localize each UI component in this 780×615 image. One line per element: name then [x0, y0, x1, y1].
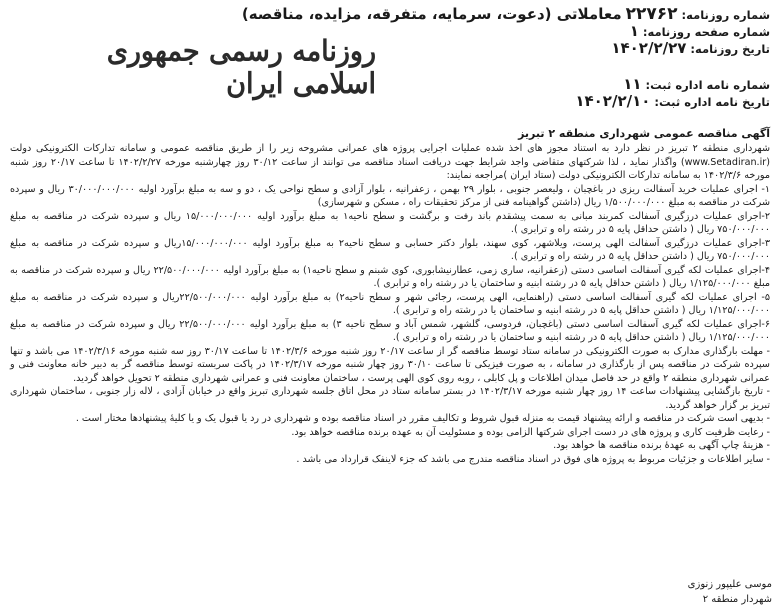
daily-number-label: شماره روزنامه: — [681, 8, 770, 22]
tender-notice — [10, 126, 770, 466]
page-number-value: ۱ — [629, 22, 639, 40]
notice-condition: - بدیهی است شرکت در مناقصه و ارائه پیشنهاد قیمت به منزله قبول شروط و تکالیف مقرر در اسناد مناقصه بوده و شهرداری در رد یا قبول یک و یا کلیهٔ پیشنهادها مختار است . — [75, 413, 770, 424]
daily-number-line — [241, 4, 770, 24]
notice-condition: - تاریخ بازگشایی پیشنهادات ساعت ۱۴ روز چهار شنبه مورخه ۱۴۰۲/۳/۱۷ در بستر سامانه ستاد در محل اتاق جلسه شهرداری تبریز واقع در خیابان آزادی ، لاله زار جنوبی ، ساختمان شهرداری تبریز بر گزار خواهد گردید. — [10, 386, 770, 411]
notice-condition: - رعایت ظرفیت کاری و پروژه های در دست اجرای شرکتها الزامی بوده و مسئولیت آن به عهده برنده مناقصه خواهد بود. — [291, 426, 770, 438]
notice-item: ۴-اجرای عملیات لکه گیری آسفالت اساسی دستی (زعفرانیه، ساری زمی، عطارنیشابوری، کوی شبنم و سطح ناحیه۱) به مبلغ برآورد اولیه ۲۲/۵۰۰/۰۰۰/۰۰۰ ریال و سپرده شرکت در مناقصه به مبلغ ۱/۱۲۵/۰۰۰/۰۰۰ ریال ( داشتن حداقل پایه ۵ در رشته ابنیه و ساختمان یا در رشته راه و ترابری ). — [10, 264, 770, 289]
notice-item: ۵- اجرای عملیات لکه گیری آسفالت اساسی دستی (راهنمایی، الهی پرست، رجائی شهر و سطح ناحیه۲) به مبلغ برآورد اولیه ۲۲/۵۰۰/۰۰۰/۰۰۰ریال و سپرده شرکت در مناقصه به مبلغ ۱/۱۲۵/۰۰۰/۰۰۰ ریال ( داشتن حداقل پایه ۵ در رشته ابنیه و ساختمان یا در رشته راه و ترابری ). — [10, 291, 770, 316]
notice-condition: - مهلت بارگذاری مدارک به صورت الکترونیکی در سامانه ستاد توسط مناقصه گر از ساعت ۲۰/۱۷ روز شنبه مورخه ۱۴۰۲/۳/۶ تا ساعت ۳۰/۱۷ روز سه شنبه مورخه ۱۴۰۲/۳/۱۶ می باشد و تنها سپرده شرکت در مناقصه پس از بارگذاری در سامانه ، به صورت فیزیکی تا ساعت ۳۰/۱۰ روز چهار شنبه مورخه ۱۴۰۲/۳/۱۷ در پاکت سربسته توسط مناقصه گر به دبیر خانه معاونت فنی و عمرانی شهرداری منطقه ۲ واقع در حد فاصل میدان اطلاعات و پل کابلی ، روبه روی کوی الهی پرست ، ساختمان معاونت فنی و عمرانی شهرداری منطقه ۲ تحویل خواهد گردید. — [10, 345, 771, 384]
notice-item: ۶-اجرای عملیات لکه گیری آسفالت اساسی دستی (باغچبان، فردوسی، گلشهر، شمس آباد و سطح ناحیه ۳) به مبلغ برآورد اولیه ۲۲/۵۰۰/۰۰۰/۰۰۰ ریال و سپرده شرکت در مناقصه به مبلغ ۱/۱۲۵/۰۰۰/۰۰۰ ریال ( داشتن حداقل پایه ۵ در رشته ابنیه و ساختمان یا در رشته راه و ترابری ). — [10, 318, 770, 343]
notice-condition: - سایر اطلاعات و جزئیات مربوط به پروژه های فوق در اسناد مناقصه مندرج می باشد که جزء لاینفک قرارداد می باشد . — [296, 453, 770, 465]
office-letter-date-line — [575, 93, 770, 110]
notice-paragraph: شهرداری منطقه ۲ تبریز در نظر دارد به استناد مجوز های اخذ شده عملیات اجرایی پروژه های عمرانی مشروحه زیر را از طریق مناقصه عمومی و سامانه تدارکات الکترونیکی دولت (www.Setadiran.ir) واگذار نماید ، لذا شرکتهای متقاضی واجد شرایط جهت دریافت اسناد مناقصه می توانند از ساعت ۳۰/۱۲ روز چهارشنبه مورخه ۱۴۰۲/۲/۲۷ تا ساعت ۲۰/۱۷ روز شنبه مورخه ۱۴۰۲/۳/۶ به سامانه تدارکات الکترونیکی دولت (ستاد ایران )مراجعه نمایند: — [10, 143, 770, 181]
notice-condition: - هزینهٔ چاپ آگهی به عهدهٔ برنده مناقصه ها خواهد بود. — [553, 440, 770, 451]
logo-text: روزنامه رسمی جمهوری اسلامی ایران — [106, 35, 376, 101]
newspaper-header — [10, 6, 770, 114]
notice-title: آگهی مناقصه عمومی شهرداری منطقه ۲ تبریز — [518, 127, 770, 140]
daily-category: معاملاتی (دعوت، سرمایه، متفرقه، مزایده، مناقصه) — [241, 5, 622, 23]
notice-item: ۲-اجرای عملیات درزگیری آسفالت کمربند مبانی به سمت پیشقدم باند رفت و برگشت و سطح ناحیه۱ به مبلغ برآورد اولیه ۱۵/۰۰۰/۰۰۰/۰۰۰ ریال و سپرده شرکت در مناقصه به مبلغ ۷۵۰/۰۰۰/۰۰۰ ریال ( داشتن حداقل پایه ۵ در رشته راه و ترابری ). — [10, 210, 770, 235]
signatory-name: موسی علیپور زنوزی — [687, 579, 772, 590]
notice-item: ۱- اجرای عملیات خرید آسفالت ریزی در باغچبان ، ولیعصر جنوبی ، بلوار ۲۹ بهمن ، زعفرانیه ، بلوار آزادی و سطح نواحی یک ، دو و سه به مبلغ برآورد اولیه ۳۰/۰۰۰/۰۰۰/۰۰۰ ریال و سپرده شرکت در مناقصه به مبلغ ۱/۵۰۰/۰۰۰/۰۰۰ ریال (داشتن گواهینامه فنی از مرکز تحقیقات راه ، مسکن و شهرسازی) — [10, 183, 770, 208]
office-letter-number-line — [575, 76, 770, 93]
notice-item: ۳-اجرای عملیات درزگیری آسفالت الهی پرست، ویلاشهر، کوی سهند، بلوار دکتر حسابی و سطح ناحیه۲ به مبلغ برآورد اولیه ۱۵/۰۰۰/۰۰۰/۰۰۰ریال و سپرده شرکت در مناقصه به مبلغ ۷۵۰/۰۰۰/۰۰۰ ریال ( داشتن حداقل پایه ۵ در رشته راه و ترابری ). — [10, 237, 770, 262]
signature-block — [688, 577, 772, 607]
office-letter-number-value: ۱۱ — [623, 75, 642, 93]
signatory-title: شهردار منطقه ۲ — [702, 594, 772, 605]
page-number-label: شماره صفحه روزنامه: — [642, 25, 770, 39]
office-letter-number-label: شماره نامه اداره ثبت: — [645, 78, 770, 92]
official-gazette-logo — [46, 35, 376, 101]
office-letter-date-label: تاریخ نامه اداره ثبت: — [654, 95, 770, 109]
registry-info — [575, 76, 770, 110]
office-letter-date-value: ۱۴۰۲/۲/۱۰ — [575, 92, 651, 110]
newspaper-date-label: تاریخ روزنامه: — [690, 42, 770, 56]
daily-number-value: ۲۲۷۶۲ — [625, 4, 678, 24]
newspaper-date-value: ۱۴۰۲/۲/۲۷ — [611, 39, 687, 57]
